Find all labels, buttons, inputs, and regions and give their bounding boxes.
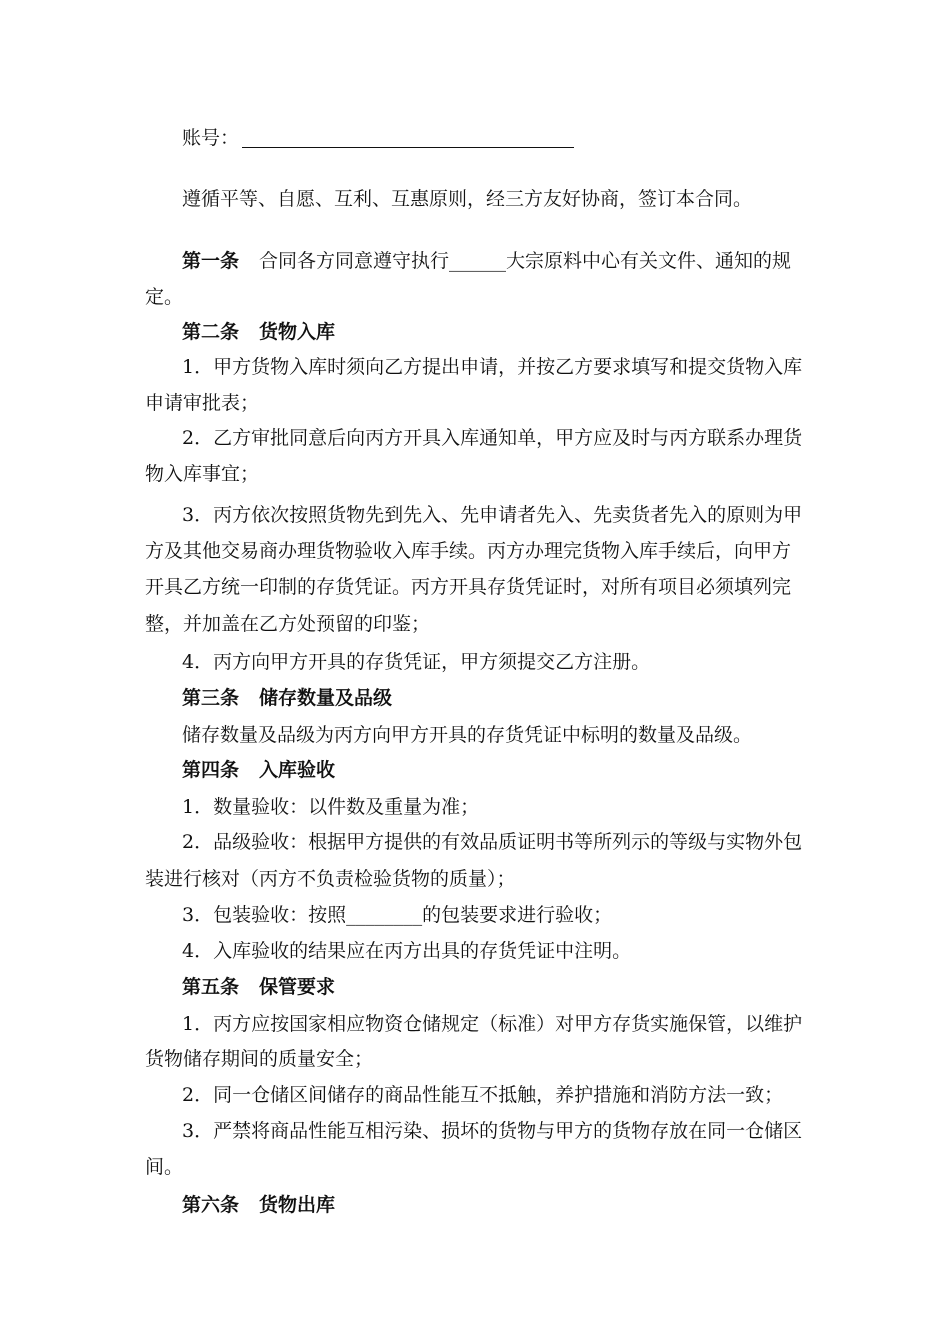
preamble: 遵循平等、自愿、互利、互惠原则，经三方友好协商，签订本合同。 [182,188,753,210]
article-6-title: 第六条 [182,1194,240,1216]
article-5-item-3-line-1: 3．严禁将商品性能互相污染、损坏的货物与甲方的货物存放在同一仓储区 [182,1120,803,1142]
article-2-subject: 货物入库 [259,321,336,343]
article-5-item-1-line-2: 货物储存期间的质量安全； [145,1048,374,1070]
article-2-item-3-line-1: 3．丙方依次按照货物先到先入、先申请者先入、先卖货者先入的原则为甲 [182,504,803,526]
article-5-item-2: 2．同一仓储区间储存的商品性能互不抵触，养护措施和消防方法一致； [182,1084,784,1106]
article-3-body: 储存数量及品级为丙方向甲方开具的存货凭证中标明的数量及品级。 [182,724,753,746]
article-2-item-1-line-2: 申请审批表； [145,392,260,414]
article-4-item-3: 3．包装验收：按照________的包装要求进行验收； [182,904,613,926]
article-4-item-1: 1．数量验收：以件数及重量为准； [182,796,480,818]
article-2-item-1-line-1: 1．甲方货物入库时须向乙方提出申请，并按乙方要求填写和提交货物入库 [182,356,803,378]
article-2-item-2-line-2: 物入库事宜； [145,463,260,485]
article-1-text: 合同各方同意遵守执行______大宗原料中心有关文件、通知的规 [259,250,792,272]
article-4-item-2-line-1: 2．品级验收：根据甲方提供的有效品质证明书等所列示的等级与实物外包 [182,831,803,853]
article-2-item-3-line-2: 方及其他交易商办理货物验收入库手续。丙方办理完货物入库手续后，向甲方 [145,540,792,562]
article-6-subject: 货物出库 [259,1194,336,1216]
article-1-line-1 [182,249,791,273]
article-3-title: 第三条 [182,687,240,709]
article-1-title: 第一条 [182,250,240,272]
account-blank-line [242,147,574,148]
article-6-heading [182,1193,335,1217]
article-4-item-2-line-2: 装进行核对（丙方不负责检验货物的质量）； [145,868,516,890]
article-3-heading [182,686,392,710]
article-5-title: 第五条 [182,976,240,998]
article-4-item-4: 4．入库验收的结果应在丙方出具的存货凭证中注明。 [182,940,632,962]
article-5-heading [182,975,335,999]
article-2-item-4: 4．丙方向甲方开具的存货凭证，甲方须提交乙方注册。 [182,651,651,673]
article-2-item-3-line-4: 整，并加盖在乙方处预留的印鉴； [145,613,431,635]
article-4-subject: 入库验收 [259,759,336,781]
article-1-line-2: 定。 [145,286,184,308]
article-5-item-3-line-2: 间。 [145,1156,184,1178]
article-2-item-2-line-1: 2．乙方审批同意后向丙方开具入库通知单，甲方应及时与丙方联系办理货 [182,427,803,449]
article-2-title: 第二条 [182,321,240,343]
article-2-item-3-line-3: 开具乙方统一印制的存货凭证。丙方开具存货凭证时，对所有项目必须填列完 [145,576,792,598]
article-4-title: 第四条 [182,759,240,781]
article-5-subject: 保管要求 [259,976,336,998]
account-label: 账号： [182,127,240,149]
article-4-heading [182,758,335,782]
article-5-item-1-line-1: 1．丙方应按国家相应物资仓储规定（标准）对甲方存货实施保管，以维护 [182,1013,803,1035]
article-3-subject: 储存数量及品级 [259,687,393,709]
article-2-heading [182,320,335,344]
